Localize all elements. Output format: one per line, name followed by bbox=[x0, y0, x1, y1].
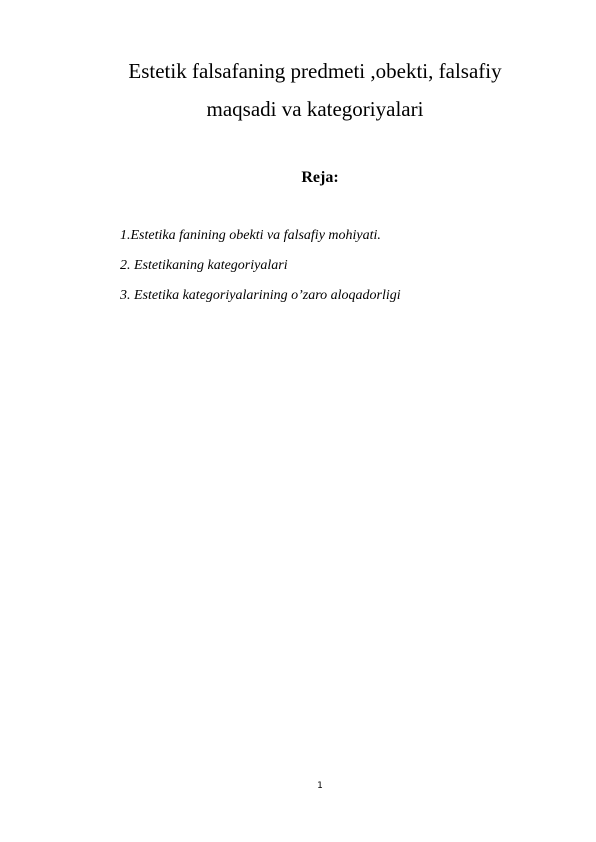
title-line-1: Estetik falsafaning predmeti ,obekti, falsafiy bbox=[128, 59, 502, 83]
page-number: 1 bbox=[317, 781, 323, 791]
title-line-2: maqsadi va kategoriyalari bbox=[206, 97, 424, 121]
plan-item: 1.Estetika fanining obekti va falsafiy mohiyati. bbox=[120, 228, 381, 243]
plan-item: 3. Estetika kategoriyalarining o’zaro aloqadorligi bbox=[120, 288, 401, 303]
plan-heading: Reja: bbox=[301, 169, 339, 186]
plan-list bbox=[120, 226, 401, 316]
document-title bbox=[100, 52, 530, 128]
plan-item: 2. Estetikaning kategoriyalari bbox=[120, 258, 288, 273]
